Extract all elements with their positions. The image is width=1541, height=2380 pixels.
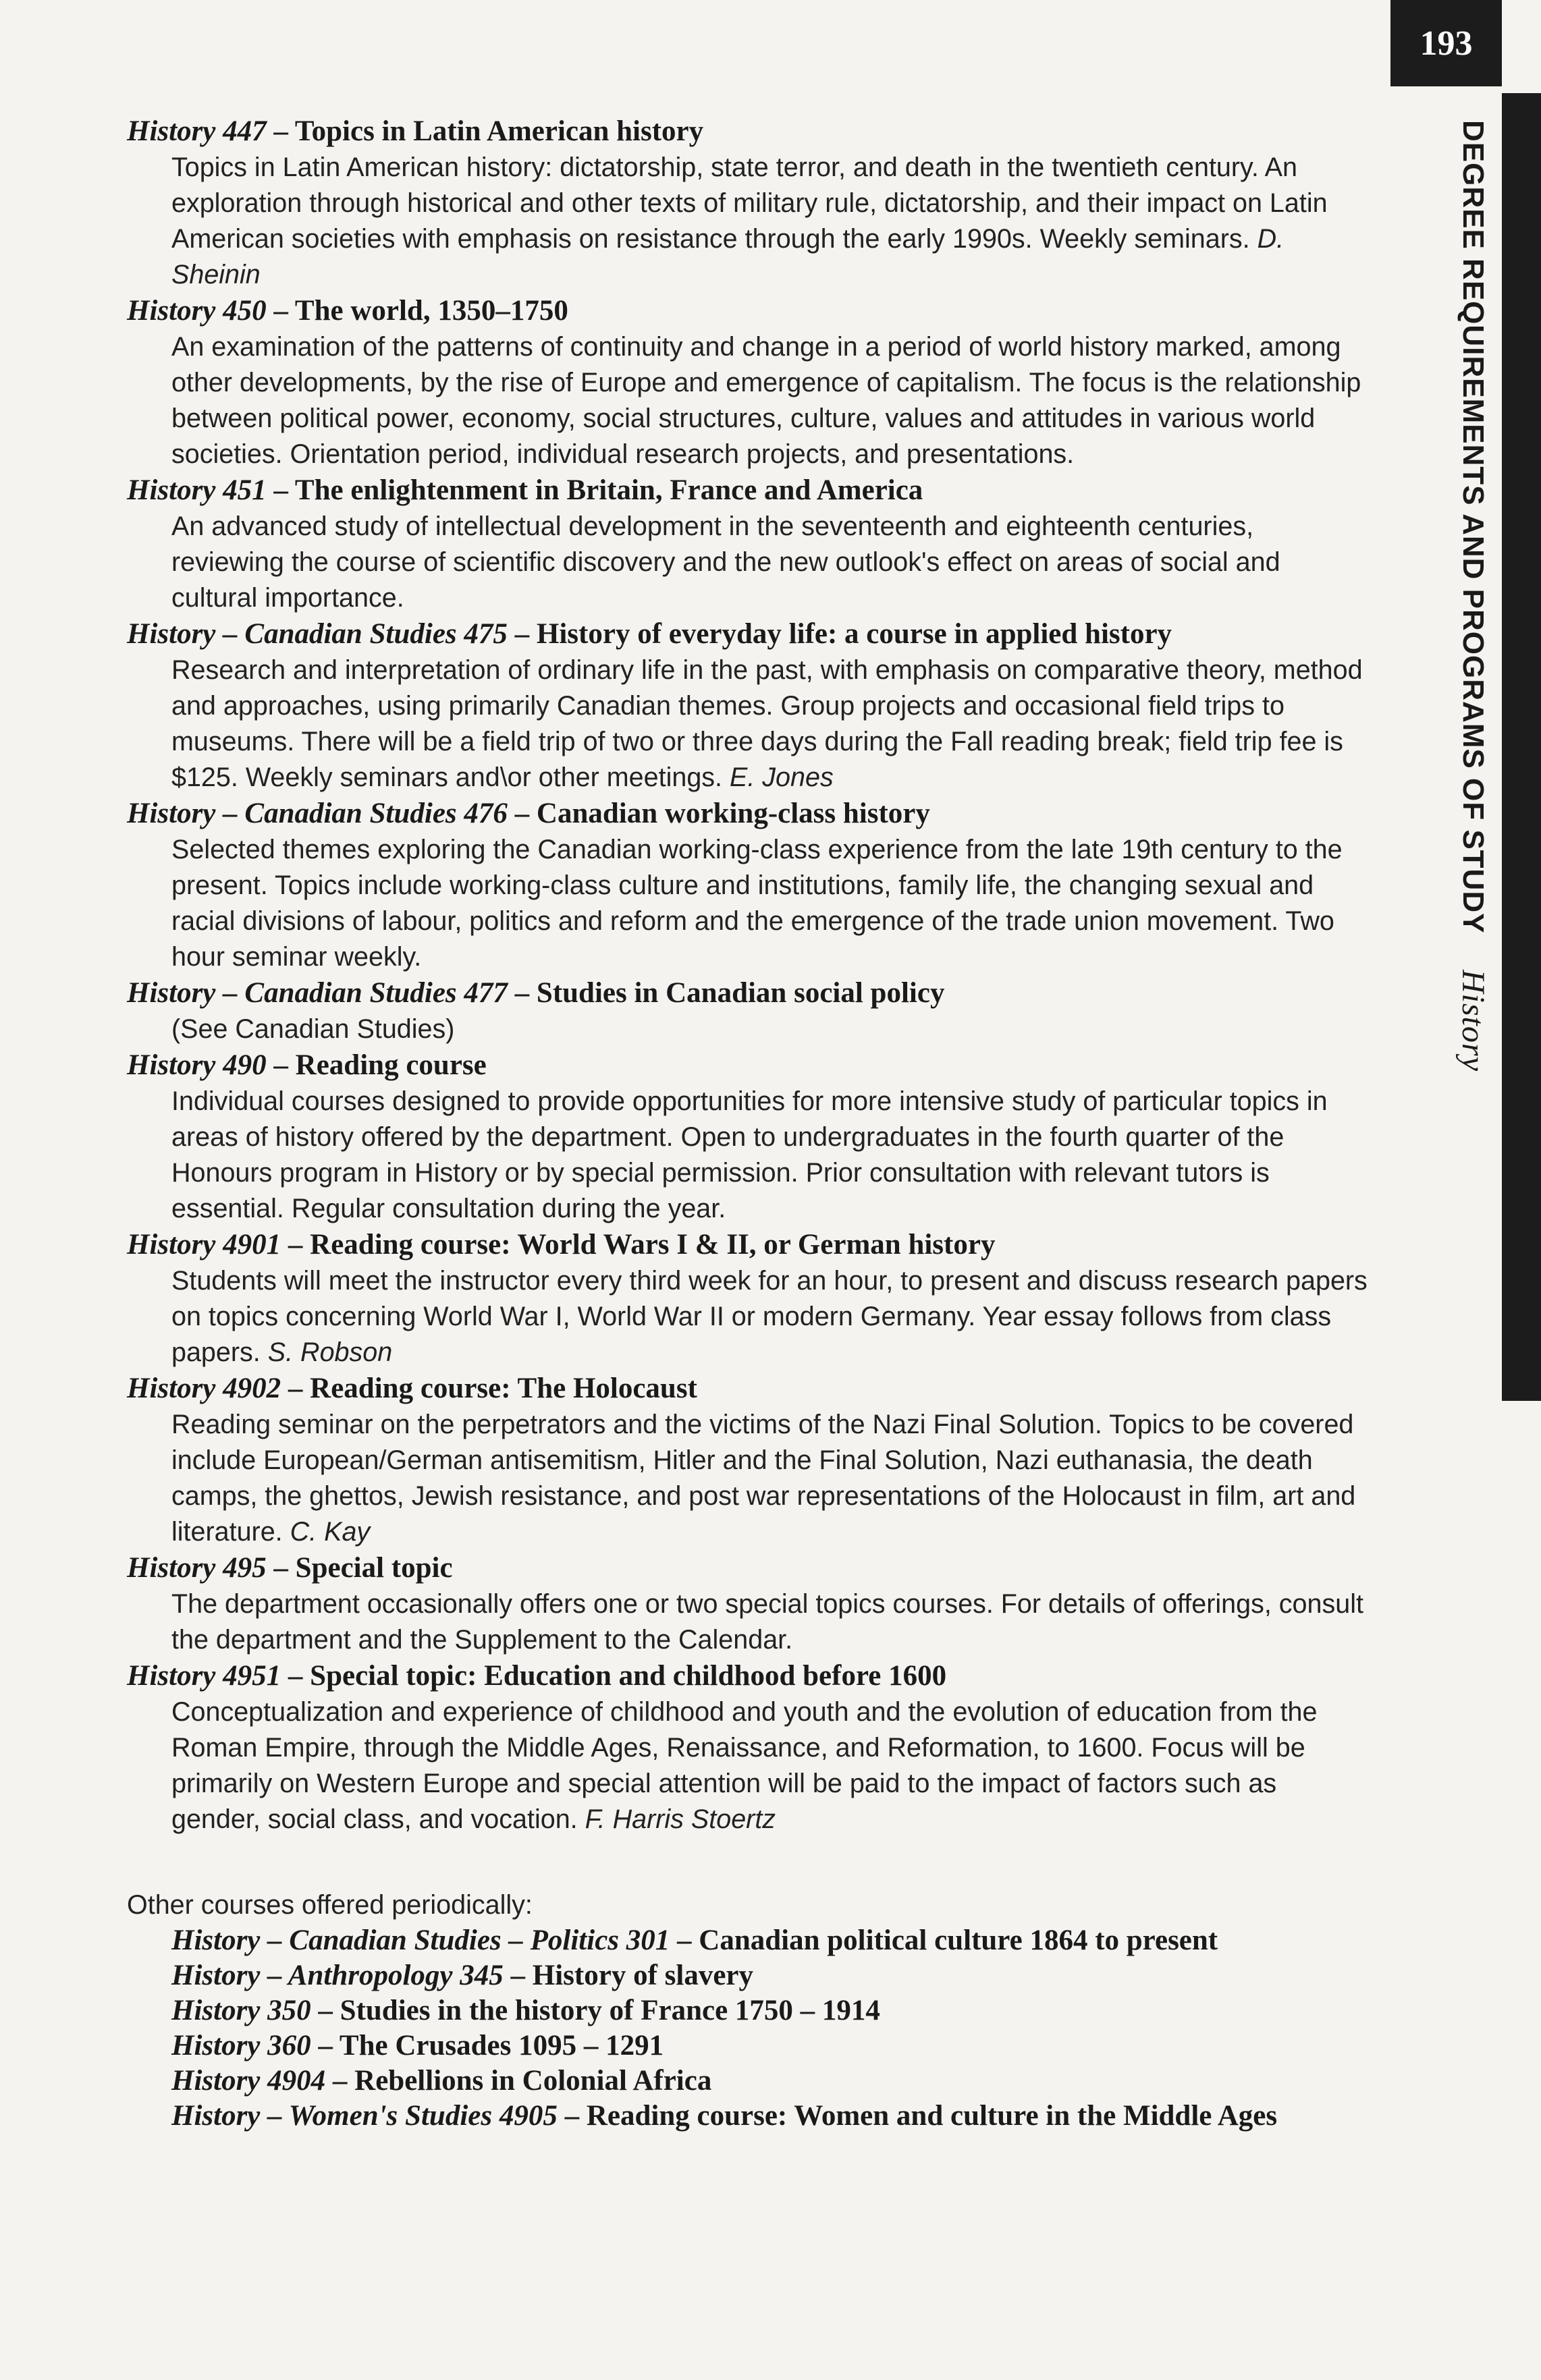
course-title: The world, 1350–1750	[294, 295, 568, 327]
course-heading	[127, 113, 1369, 150]
course-entry	[127, 1371, 1369, 1550]
course-description: Individual courses designed to provide opportunities for more intensive study of particular topics in areas of history offered by the department. Open to undergraduates in the fourth quarter of the Honours program in History or by special permission. Prior consultation with relevant tutors is essential. Regular consultation during the year.	[171, 1086, 1328, 1223]
course-entry	[127, 975, 1369, 1047]
course-title: Topics in Latin American history	[294, 115, 704, 147]
course-entry	[127, 1550, 1369, 1658]
course-description-block	[171, 1263, 1369, 1371]
course-heading	[127, 616, 1369, 653]
side-tab-bar	[1502, 93, 1541, 1401]
course-description: Selected themes exploring the Canadian working-class experience from the late 19th century to the present. Topics include working-class culture and institutions, family life, the changing sexual and racial divisions of labour, politics and reform and the emergence of the trade union movement. Two hour seminar weekly.	[171, 835, 1343, 972]
other-course-code: History 4904	[171, 2065, 326, 2097]
course-description: Students will meet the instructor every third week for an hour, to present and discuss research papers on topics concerning World War I, World War II or modern Germany. Year essay follows from class papers.	[171, 1266, 1368, 1367]
course-code: History – Canadian Studies 476	[127, 798, 508, 829]
course-separator: –	[507, 618, 537, 650]
course-description: (See Canadian Studies)	[171, 1014, 455, 1044]
course-separator: –	[281, 1660, 310, 1692]
course-instructor: C. Kay	[290, 1517, 371, 1547]
other-course-title: Studies in the history of France 1750 – 1914	[340, 1995, 880, 2026]
course-code: History 4901	[127, 1229, 281, 1261]
course-listing	[127, 113, 1369, 2134]
other-course-item	[171, 2028, 1369, 2064]
course-code: History 4902	[127, 1373, 281, 1404]
other-course-title: The Crusades 1095 – 1291	[339, 2030, 664, 2061]
course-code: History 451	[127, 474, 267, 506]
course-instructor: F. Harris Stoertz	[585, 1804, 776, 1834]
course-heading	[127, 1371, 1369, 1407]
other-course-code: History – Anthropology 345	[171, 1960, 504, 1991]
other-course-item	[171, 1958, 1369, 1993]
course-description-block	[171, 1694, 1369, 1837]
course-entry	[127, 293, 1369, 472]
other-course-separator: –	[670, 1925, 699, 1956]
course-code: History 4951	[127, 1660, 281, 1692]
course-title: Reading course: World Wars I & II, or German history	[310, 1229, 996, 1261]
other-course-separator: –	[310, 2030, 340, 2061]
course-description: Topics in Latin American history: dictatorship, state terror, and death in the twentieth century. An exploration through historical and other texts of military rule, dictatorship, and their impact on Latin American societies with emphasis on resistance through the early 1990s. Weekly seminars.	[171, 153, 1328, 254]
other-course-code: History 350	[171, 1995, 311, 2026]
course-entry	[127, 1658, 1369, 1837]
course-separator: –	[266, 1049, 296, 1081]
course-separator: –	[281, 1229, 310, 1261]
course-heading	[127, 1047, 1369, 1084]
course-description-block	[171, 150, 1369, 293]
course-title: The enlightenment in Britain, France and America	[294, 474, 923, 506]
course-code: History 490	[127, 1049, 267, 1081]
other-course-item	[171, 2099, 1369, 2134]
course-entry	[127, 113, 1369, 293]
side-tab-title	[1444, 120, 1492, 1402]
other-course-code: History – Canadian Studies – Politics 301	[171, 1925, 670, 1956]
other-course-title: History of slavery	[532, 1960, 753, 1991]
course-title: Canadian working-class history	[536, 798, 930, 829]
course-description: An advanced study of intellectual development in the seventeenth and eighteenth centuries, reviewing the course of scientific discovery and the new outlook's effect on areas of social and cultural importance.	[171, 511, 1280, 613]
course-instructor: D. Sheinin	[171, 224, 1285, 289]
course-code: History 450	[127, 295, 267, 327]
other-courses-list	[171, 1923, 1369, 2134]
course-code: History – Canadian Studies 475	[127, 618, 508, 650]
other-course-separator: –	[310, 1995, 340, 2026]
other-courses-intro: Other courses offered periodically:	[127, 1890, 533, 1920]
course-entry	[127, 1227, 1369, 1371]
course-description-block	[171, 509, 1369, 616]
course-code: History 495	[127, 1552, 267, 1584]
other-course-title: Rebellions in Colonial Africa	[354, 2065, 712, 2097]
other-course-code: History 360	[171, 2030, 311, 2061]
course-title: Reading course: The Holocaust	[310, 1373, 697, 1404]
course-description: Reading seminar on the perpetrators and the victims of the Nazi Final Solution. Topics to be covered include European/German antisemitism, Hitler and the Final Solution, Nazi euthanasia, the death camps, the ghettos, Jewish resistance, and post war representations of the Holocaust in film, art and literature.	[171, 1410, 1356, 1547]
course-description-block	[171, 1586, 1369, 1658]
course-title: History of everyday life: a course in applied history	[536, 618, 1172, 650]
course-instructor: S. Robson	[267, 1337, 393, 1367]
course-description-block	[171, 329, 1369, 472]
course-separator: –	[281, 1373, 310, 1404]
other-course-item	[171, 2064, 1369, 2099]
other-course-separator: –	[325, 2065, 355, 2097]
course-description-block	[171, 1407, 1369, 1550]
course-description: Research and interpretation of ordinary life in the past, with emphasis on comparative theory, method and approaches, using primarily Canadian themes. Group projects and occasional field trips to museums. There will be a field trip of two or three days during the Fall reading break; field trip fee is $125. Weekly seminars and\or other meetings.	[171, 655, 1363, 792]
course-title: Studies in Canadian social policy	[536, 977, 945, 1009]
course-entry	[127, 472, 1369, 616]
course-title: Special topic: Education and childhood before 1600	[310, 1660, 947, 1692]
course-description: Conceptualization and experience of childhood and youth and the evolution of education from the Roman Empire, through the Middle Ages, Renaissance, and Reformation, to 1600. Focus will be primarily on Western Europe and special attention will be paid to the impact of factors such as gender, social class, and vocation.	[171, 1697, 1318, 1834]
course-description-block	[171, 832, 1369, 975]
side-tab-section: DEGREE REQUIREMENTS AND PROGRAMS OF STUDY	[1457, 120, 1490, 934]
page-number: 193	[1390, 0, 1502, 86]
course-separator: –	[507, 798, 537, 829]
course-separator: –	[266, 295, 295, 327]
course-description-block	[171, 1084, 1369, 1227]
course-heading	[127, 975, 1369, 1012]
course-list	[127, 113, 1369, 1837]
course-separator: –	[266, 474, 295, 506]
course-entry	[127, 796, 1369, 975]
course-heading	[127, 1550, 1369, 1586]
course-description-block	[171, 1012, 1369, 1047]
course-heading	[127, 796, 1369, 832]
course-heading	[127, 1227, 1369, 1263]
course-separator: –	[266, 1552, 296, 1584]
other-course-separator: –	[557, 2100, 587, 2132]
other-course-title: Reading course: Women and culture in the Middle Ages	[586, 2100, 1278, 2132]
other-course-title: Canadian political culture 1864 to present	[699, 1925, 1218, 1956]
course-heading	[127, 1658, 1369, 1694]
course-separator: –	[507, 977, 537, 1009]
course-heading	[127, 293, 1369, 329]
course-separator: –	[266, 115, 295, 147]
course-title: Reading course	[295, 1049, 487, 1081]
other-course-code: History – Women's Studies 4905	[171, 2100, 558, 2132]
course-title: Special topic	[295, 1552, 453, 1584]
course-description-block	[171, 653, 1369, 796]
other-course-item	[171, 1993, 1369, 2028]
course-code: History – Canadian Studies 477	[127, 977, 508, 1009]
course-description: An examination of the patterns of continuity and change in a period of world history marked, among other developments, by the rise of Europe and emergence of capitalism. The focus is the relationship between political power, economy, social structures, culture, values and attitudes in various world societies. Orientation period, individual research projects, and presentations.	[171, 332, 1361, 469]
course-entry	[127, 1047, 1369, 1227]
other-course-item	[171, 1923, 1369, 1958]
course-heading	[127, 472, 1369, 509]
other-course-separator: –	[503, 1960, 533, 1991]
course-description: The department occasionally offers one or two special topics courses. For details of offerings, consult the department and the Supplement to the Calendar.	[171, 1589, 1363, 1655]
side-tab-subject: History	[1455, 969, 1491, 1072]
course-code: History 447	[127, 115, 267, 147]
course-instructor: E. Jones	[730, 763, 834, 792]
course-entry	[127, 616, 1369, 796]
